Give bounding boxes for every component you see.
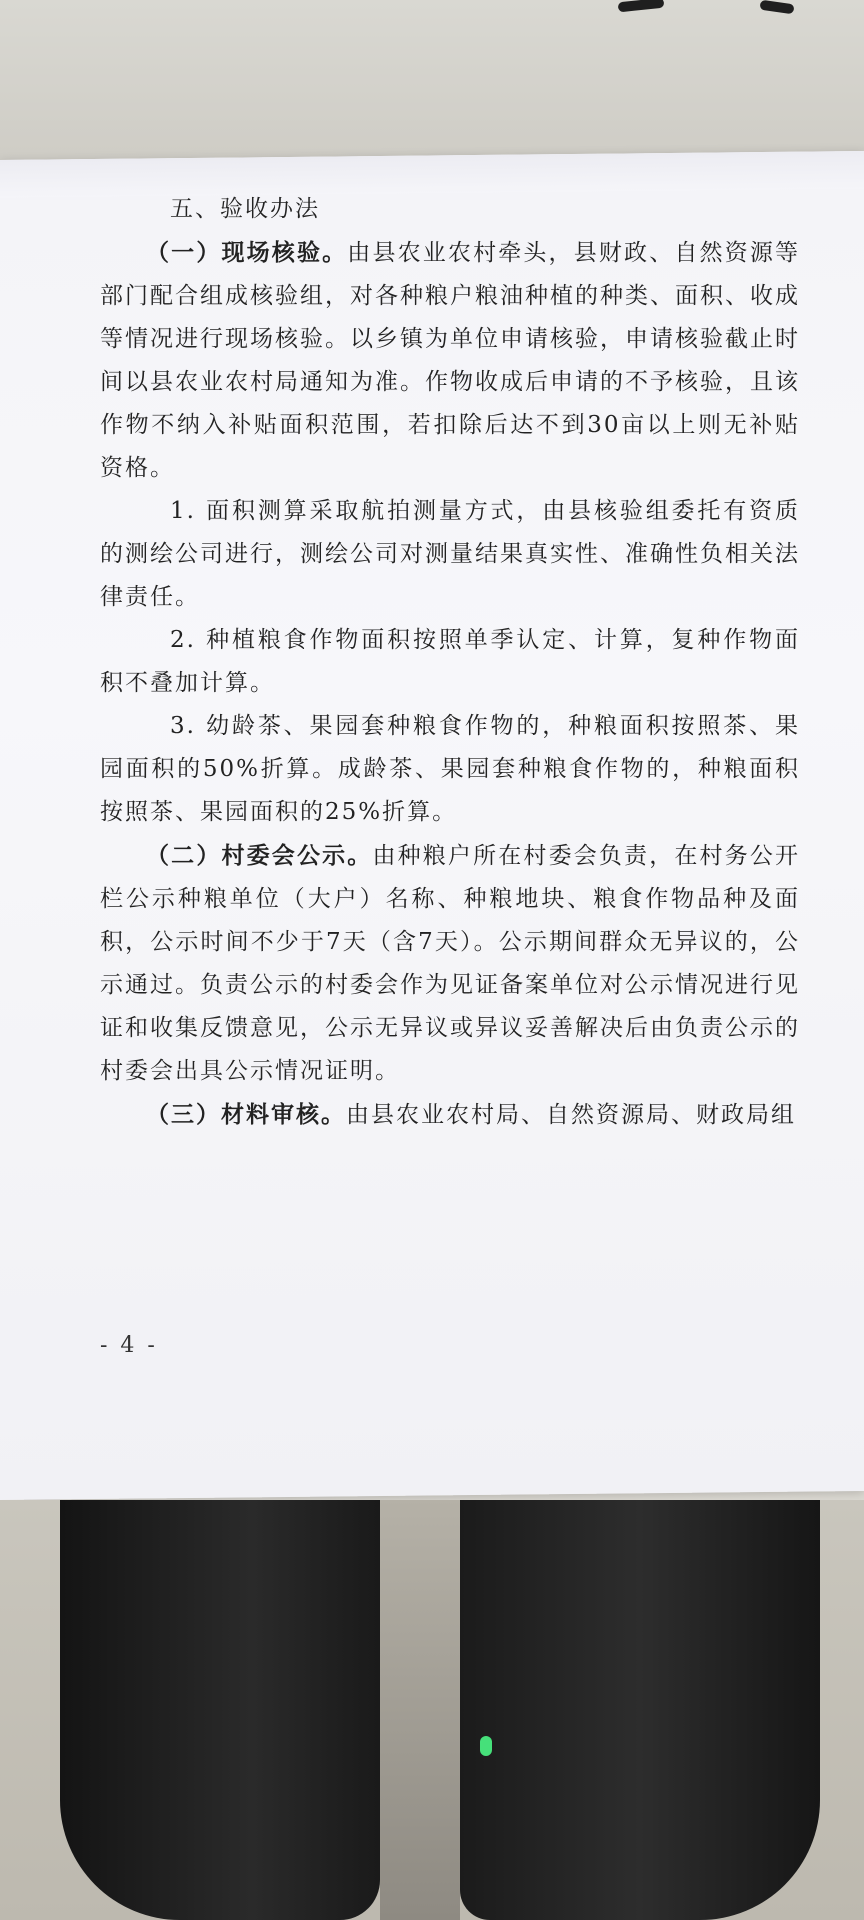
list-item: 3. 幼龄茶、果园套种粮食作物的，种粮面积按照茶、果园面积的50%折算。成龄茶、果园套种粮食作物的，种粮面积按照茶、果园面积的25%折算。: [100, 713, 800, 825]
list-item: 2. 种植粮食作物面积按照单季认定、计算，复种作物面积不叠加计算。: [100, 627, 800, 696]
floor-gap: [380, 1500, 460, 1920]
paragraph-text: 由县农业农村局、自然资源局、财政局组: [346, 1102, 796, 1128]
bold-lead: （三）材料审核。: [146, 1101, 346, 1128]
paragraph-text: 由种粮户所在村委会负责，在村务公开栏公示种粮单位（大户）名称、种粮地块、粮食作物品种及面积，公示时间不少于7天（含7天）。公示期间群众无异议的，公示通过。负责公示的村委会作为见证备案单位对公示情况进行见证和收集反馈意见，公示无异议或异议妥善解决后由负责公示的村委会出具公示情况证明。: [100, 843, 801, 1084]
right-leg: [460, 1500, 820, 1920]
paragraph-text: 由县农业农村牵头，县财政、自然资源等部门配合组成核验组，对各种粮户粮油种植的种类、面积、收成等情况进行现场核验。以乡镇为单位申请核验，申请核验截止时间以县农业农村局通知为准。作物收成后申请的不予核验，且该作物不纳入补贴面积范围，若扣除后达不到30亩以上则无补贴资格。: [100, 240, 801, 481]
left-leg: [60, 1500, 380, 1920]
green-light-dot: [480, 1736, 492, 1756]
list-item: 1. 面积测算采取航拍测量方式，由县核验组委托有资质的测绘公司进行，测绘公司对测量结果真实性、准确性负相关法律责任。: [100, 498, 800, 610]
bold-lead: （一）现场核验。: [146, 239, 348, 266]
paragraph-material-review: [100, 1093, 800, 1137]
section-heading: 五、验收办法: [170, 196, 320, 222]
bold-lead: （二）村委会公示。: [146, 842, 373, 869]
lap-background: [0, 1500, 864, 1920]
paragraph-village-announcement: [100, 834, 800, 1093]
paragraph-on-site-verification: [100, 231, 800, 490]
page-number: - 4 -: [100, 1333, 158, 1358]
document-body: [100, 188, 800, 1137]
